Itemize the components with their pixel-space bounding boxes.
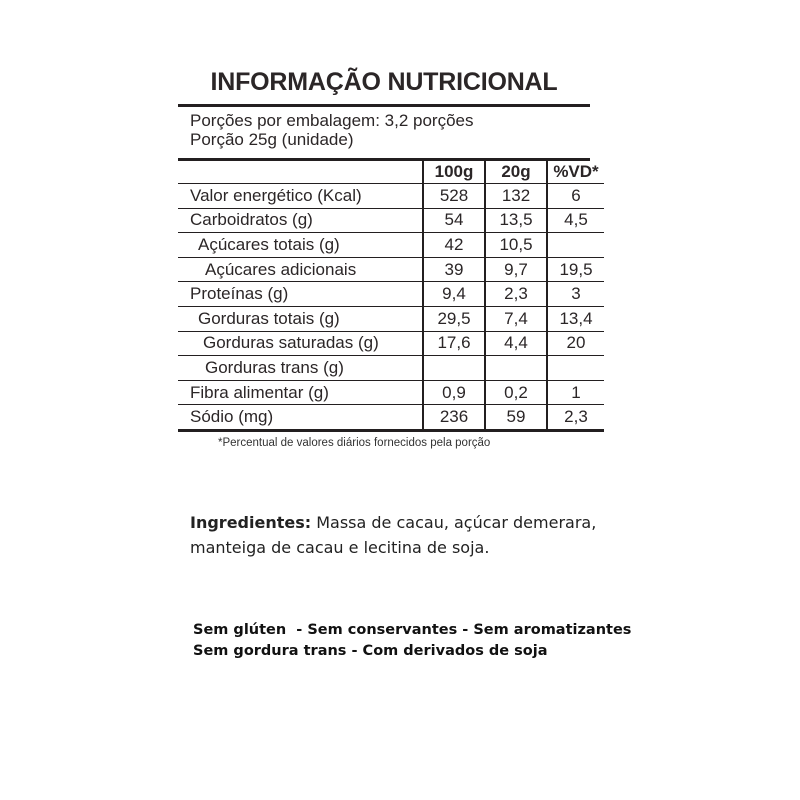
table-row [178, 306, 604, 331]
value-100g: 236 [423, 405, 485, 431]
value-20g: 10,5 [485, 233, 547, 258]
table-header-row [178, 161, 604, 184]
table-row [178, 184, 604, 209]
value-20g: 4,4 [485, 331, 547, 356]
value-100g [423, 356, 485, 381]
table-row [178, 257, 604, 282]
value-vd [547, 356, 604, 381]
nutrient-name: Gorduras saturadas (g) [178, 331, 423, 356]
value-100g: 39 [423, 257, 485, 282]
product-claims [193, 620, 633, 662]
value-100g: 528 [423, 184, 485, 209]
value-20g: 2,3 [485, 282, 547, 307]
table-row [178, 356, 604, 381]
nutrient-name: Gorduras totais (g) [178, 306, 423, 331]
value-100g: 29,5 [423, 306, 485, 331]
nutrition-facts-panel [178, 60, 599, 449]
nutrition-table [178, 161, 604, 432]
nutrient-name: Açúcares adicionais [178, 257, 423, 282]
table-row [178, 282, 604, 307]
header-100g: 100g [423, 161, 485, 184]
ingredients-text [190, 510, 610, 560]
value-100g: 9,4 [423, 282, 485, 307]
servings-per-package: Porções por embalagem: 3,2 porções [190, 111, 474, 130]
value-vd: 3 [547, 282, 604, 307]
nutrient-name: Açúcares totais (g) [178, 233, 423, 258]
header-vd: %VD* [547, 161, 604, 184]
value-100g: 0,9 [423, 380, 485, 405]
nutrient-name: Fibra alimentar (g) [178, 380, 423, 405]
value-vd: 4,5 [547, 208, 604, 233]
table-row [178, 380, 604, 405]
value-20g [485, 356, 547, 381]
value-vd: 19,5 [547, 257, 604, 282]
value-100g: 42 [423, 233, 485, 258]
serving-size: Porção 25g (unidade) [190, 130, 354, 149]
value-vd [547, 233, 604, 258]
header-20g: 20g [485, 161, 547, 184]
panel-title: INFORMAÇÃO NUTRICIONAL [210, 68, 558, 96]
header-nutrient [178, 161, 423, 184]
nutrient-name: Valor energético (Kcal) [178, 184, 423, 209]
nutrient-name: Carboidratos (g) [178, 208, 423, 233]
claims-line-1: Sem glúten - Sem conservantes - Sem aromatizantes [193, 622, 632, 638]
table-row [178, 405, 604, 431]
nutrient-name: Sódio (mg) [178, 405, 423, 431]
value-vd: 1 [547, 380, 604, 405]
table-row [178, 331, 604, 356]
value-vd: 2,3 [547, 405, 604, 431]
serving-info [178, 107, 590, 158]
nutrient-name: Gorduras trans (g) [178, 356, 423, 381]
value-20g: 0,2 [485, 380, 547, 405]
value-20g: 7,4 [485, 306, 547, 331]
ingredients-list: Massa de cacau, açúcar demerara, manteiga de cacau e lecitina de soja. [190, 513, 597, 557]
nutrient-name: Proteínas (g) [178, 282, 423, 307]
value-100g: 54 [423, 208, 485, 233]
value-vd: 13,4 [547, 306, 604, 331]
value-20g: 132 [485, 184, 547, 209]
table-footnote: *Percentual de valores diários fornecidos pela porção [218, 436, 491, 449]
value-vd: 6 [547, 184, 604, 209]
value-20g: 13,5 [485, 208, 547, 233]
value-20g: 59 [485, 405, 547, 431]
value-20g: 9,7 [485, 257, 547, 282]
value-vd: 20 [547, 331, 604, 356]
claims-line-2: Sem gordura trans - Com derivados de soja [193, 643, 548, 659]
ingredients-label: Ingredientes: [190, 513, 312, 532]
table-row [178, 208, 604, 233]
table-row [178, 233, 604, 258]
value-100g: 17,6 [423, 331, 485, 356]
